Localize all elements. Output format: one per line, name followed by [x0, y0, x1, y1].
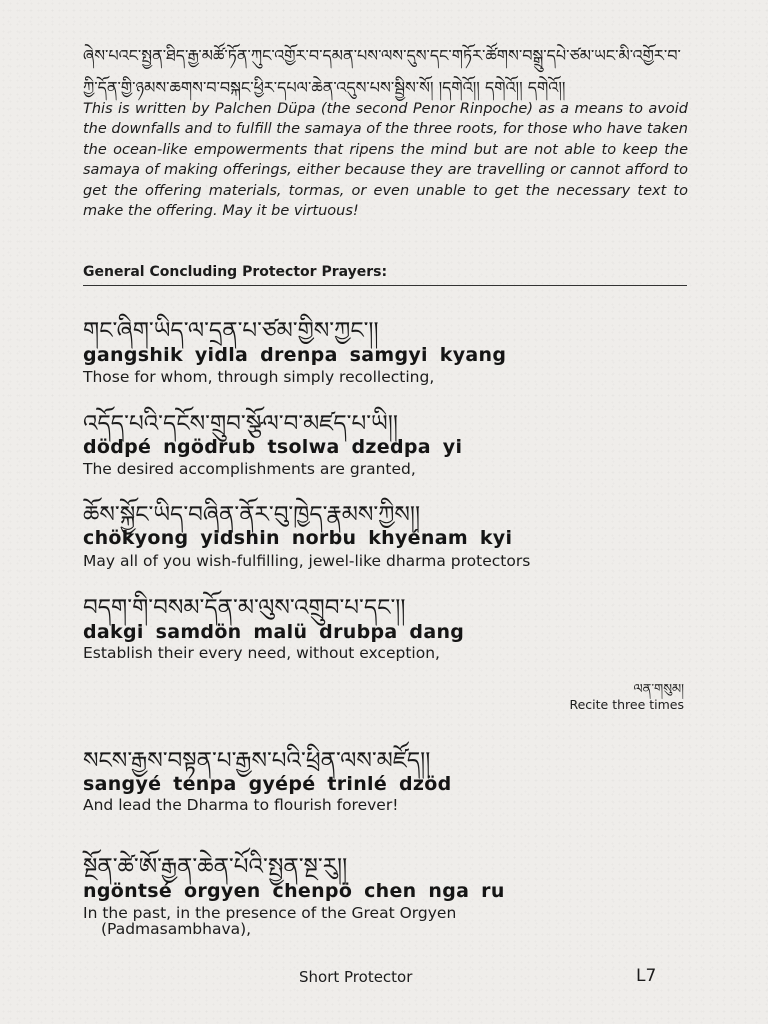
verse-4-translation: Establish their every need, without exception, — [83, 644, 440, 662]
footer-title: Short Protector — [299, 968, 413, 986]
recite-instruction: Recite three times — [569, 697, 684, 712]
recite-tibetan: ལན་གསུམ། — [633, 682, 684, 697]
verse-4-phonetic: dakgi samdön malü drubpa dang — [83, 621, 465, 643]
verse-1-translation: Those for whom, through simply recollecting, — [83, 368, 435, 386]
section-divider — [83, 285, 687, 286]
verse-5-phonetic: sangyé tenpa gyépé trinlé dzöd — [83, 773, 452, 795]
verse-2-tibetan: འདོད་པའི་དངོས་གྲུབ་སྩོལ་བ་མཛད་པ་ཡི།། — [83, 411, 398, 437]
verse-6-phonetic: ngöntsé orgyen chenpö chen nga ru — [83, 880, 505, 902]
intro-tibetan-line-2: ཀྱི་དོན་གྱི་ཉམས་ཆགས་བ་བསྐང་ཕྱིར་དཔལ་ཆེན་འདུས་པས་སྦྱིས་སོ། །དགེའོ།། དགེའོ།། དགེའོ།། — [83, 78, 566, 97]
verse-4-tibetan: བདག་གི་བསམ་དོན་མ་ལུས་འགྲུབ་པ་དང་།། — [83, 595, 406, 621]
verse-1-phonetic: gangshik yidla drenpa samgyi kyang — [83, 344, 507, 366]
verse-3-tibetan: ཆོས་སྐྱོང་ཡིད་བཞིན་ནོར་བུ་ཁྱེད་རྣམས་ཀྱིས།། — [83, 502, 421, 528]
intro-tibetan-line-1: ཞེས་པའང་སྤྱན་ཐིད་རྒྱ་མཚོ་ཏོན་ཀུང་འགྱོར་བ་དམན་པས་ལས་དུས་དང་གཏོར་ཚོགས་བསྒྲུ་དཔེ་ཙམ་ཡང་མི་འགྱོར་བ་ — [83, 46, 681, 65]
verse-5-tibetan: སངས་རྒྱས་བསྟན་པ་རྒྱས་པའི་ཕྲིན་ལས་མཛོད།། — [83, 748, 431, 774]
verse-2-phonetic: dödpé ngödrub tsolwa dzedpa yi — [83, 436, 463, 458]
verse-3-phonetic: chökyong yidshin norbu khyénam kyi — [83, 527, 513, 549]
section-title: General Concluding Protector Prayers: — [83, 264, 388, 280]
verse-6-translation: In the past, in the presence of the Great Orgyen — [83, 904, 457, 922]
verse-6-translation-continued: (Padmasambhava), — [101, 920, 252, 938]
verse-5-translation: And lead the Dharma to flourish forever! — [83, 796, 399, 814]
verse-6-tibetan: སྔོན་ཚེ་ཨོ་རྒྱན་ཆེན་པོའི་སྤྱན་སྔ་རུ།། — [83, 854, 348, 880]
verse-2-translation: The desired accomplishments are granted, — [83, 460, 416, 478]
page-number: L7 — [636, 966, 657, 986]
verse-3-translation: May all of you wish-fulfilling, jewel-like dharma protectors — [83, 552, 531, 570]
intro-english-colophon: This is written by Palchen Düpa (the second Penor Rinpoche) as a means to avoid the downfalls and to fulfill the samaya of the three roots, for those who have taken the ocean-like empowerments that ripens the mind but are not able to keep the samaya of making offerings, either because they are travelling or cannot afford to get the offering materials, tormas, or even unable to get the necessary text to make the offering. May it be virtuous! — [83, 101, 688, 220]
verse-1-tibetan: གང་ཞིག་ཡིད་ལ་དྲན་པ་ཙམ་གྱིས་ཀྱང་།། — [83, 318, 379, 344]
